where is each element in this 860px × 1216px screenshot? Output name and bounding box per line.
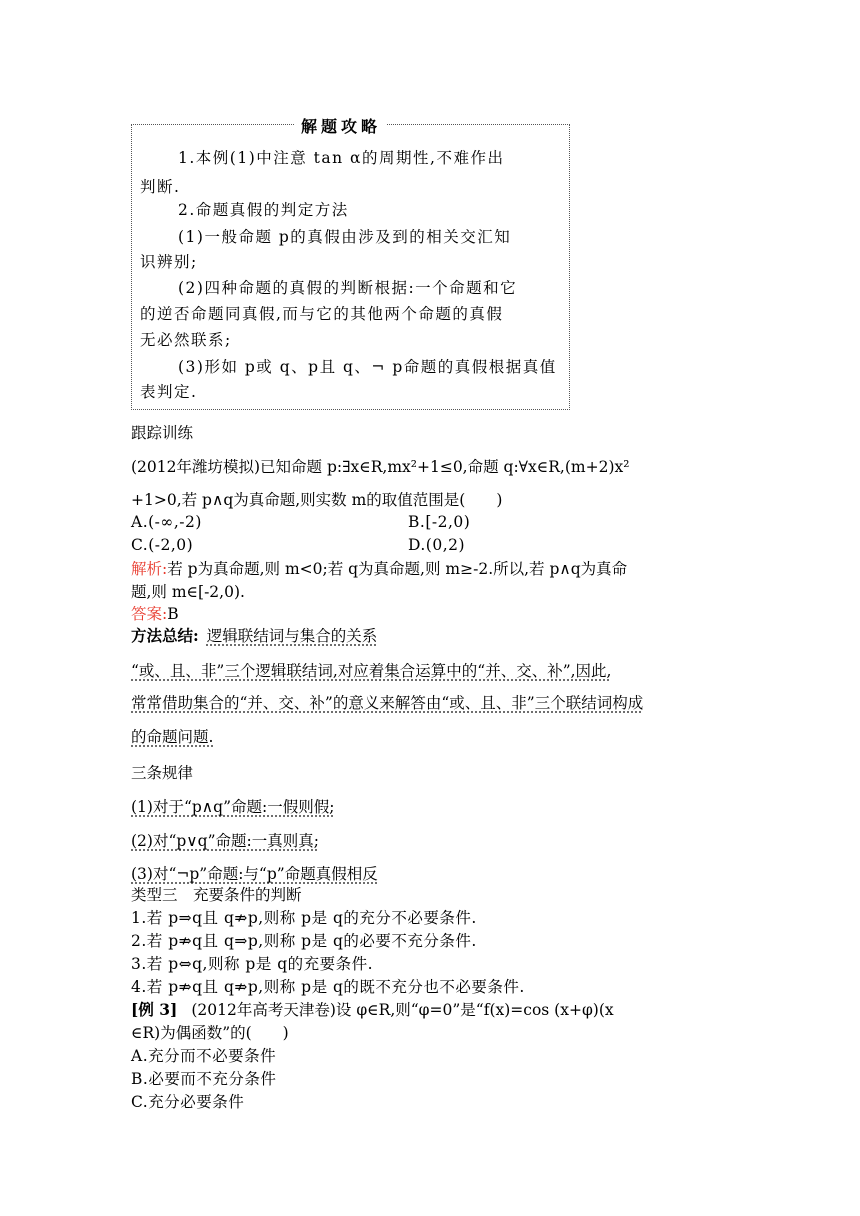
example3-label: [例 3] — [131, 1000, 178, 1019]
tip-line: (2)四种命题的真假的判断根据:一个命题和它 — [178, 279, 518, 297]
rule-item: (2)对“p∨q”命题:一真则真; — [131, 832, 319, 850]
example3-option-b: B.必要而不充分条件 — [131, 1070, 277, 1088]
option-c: C.(-2,0) — [131, 536, 194, 554]
analysis-line-2: 题,则 m∈[-2,0). — [131, 583, 245, 601]
rule-item: (1)对于“p∧q”命题:一假则假; — [131, 798, 335, 816]
method-line: 的命题问题. — [131, 728, 214, 746]
tip-line: 无必然联系; — [140, 331, 232, 349]
example3-option-a: A.充分而不必要条件 — [131, 1047, 277, 1065]
method-label: 方法总结: — [131, 626, 199, 645]
tip-line: 2.命题真假的判定方法 — [178, 201, 349, 219]
practice-heading: 跟踪训练 — [131, 424, 194, 442]
tip-line: (1)一般命题 p的真假由涉及到的相关交汇知 — [178, 228, 512, 246]
method-line: 常常借助集合的“并、交、补”的意义来解答由“或、且、非”三个联结词构成 — [131, 694, 644, 712]
tip-line: 表判定. — [140, 383, 198, 401]
tip-line: 的逆否命题同真假,而与它的其他两个命题的真假 — [140, 305, 504, 323]
rule-item: (3)对“¬p”命题:与“p”命题真假相反 — [131, 865, 378, 883]
tip-line: (3)形如 p或 q、p且 q、¬ p命题的真假根据真值 — [178, 358, 557, 376]
method-heading — [131, 624, 377, 646]
question-line: (2012年潍坊模拟)已知命题 p:∃x∈R,mx²+1≤0,命题 q:∀x∈R,(m+2)x² — [131, 458, 630, 476]
answer-value: B — [167, 605, 179, 623]
option-a: A.(-∞,-2) — [131, 513, 202, 531]
example3-text: (2012年高考天津卷)设 φ∈R,则“φ=0”是“f(x)=cos (x+φ)(x — [191, 1001, 614, 1019]
option-d: D.(0,2) — [408, 536, 466, 554]
example3-option-c: C.充分必要条件 — [131, 1093, 245, 1111]
analysis-line — [131, 557, 627, 579]
example3-line — [131, 998, 614, 1020]
analysis-label: 解析: — [131, 560, 168, 578]
tip-line: 1.本例(1)中注意 tan α的周期性,不难作出 — [178, 149, 505, 167]
tip-box-title: 解题攻略 — [295, 114, 387, 137]
analysis-text: 若 p为真命题,则 m<0;若 q为真命题,则 m≥-2.所以,若 p∧q为真命 — [167, 560, 628, 578]
type3-heading: 类型三 充要条件的判断 — [131, 886, 302, 904]
tip-line: 判断. — [140, 178, 181, 196]
type3-item: 1.若 p⇒q且 q⇏p,则称 p是 q的充分不必要条件. — [131, 909, 477, 927]
method-title: 逻辑联结词与集合的关系 — [206, 627, 378, 645]
type3-item: 2.若 p⇏q且 q⇒p,则称 p是 q的必要不充分条件. — [131, 932, 477, 950]
question-line: +1>0,若 p∧q为真命题,则实数 m的取值范围是( ) — [131, 491, 503, 509]
method-line: “或、且、非”三个逻辑联结词,对应着集合运算中的“并、交、补”,因此, — [131, 662, 612, 680]
type3-item: 4.若 p⇏q且 q⇏p,则称 p是 q的既不充分也不必要条件. — [131, 978, 525, 996]
example3-line-2: ∈R)为偶函数”的( ) — [131, 1024, 289, 1042]
option-b: B.[-2,0) — [408, 513, 471, 531]
tip-line: 识辨别; — [140, 253, 198, 271]
rules-heading: 三条规律 — [131, 764, 194, 782]
answer-line — [131, 602, 179, 624]
answer-label: 答案: — [131, 605, 168, 623]
type3-item: 3.若 p⇔q,则称 p是 q的充要条件. — [131, 955, 374, 973]
